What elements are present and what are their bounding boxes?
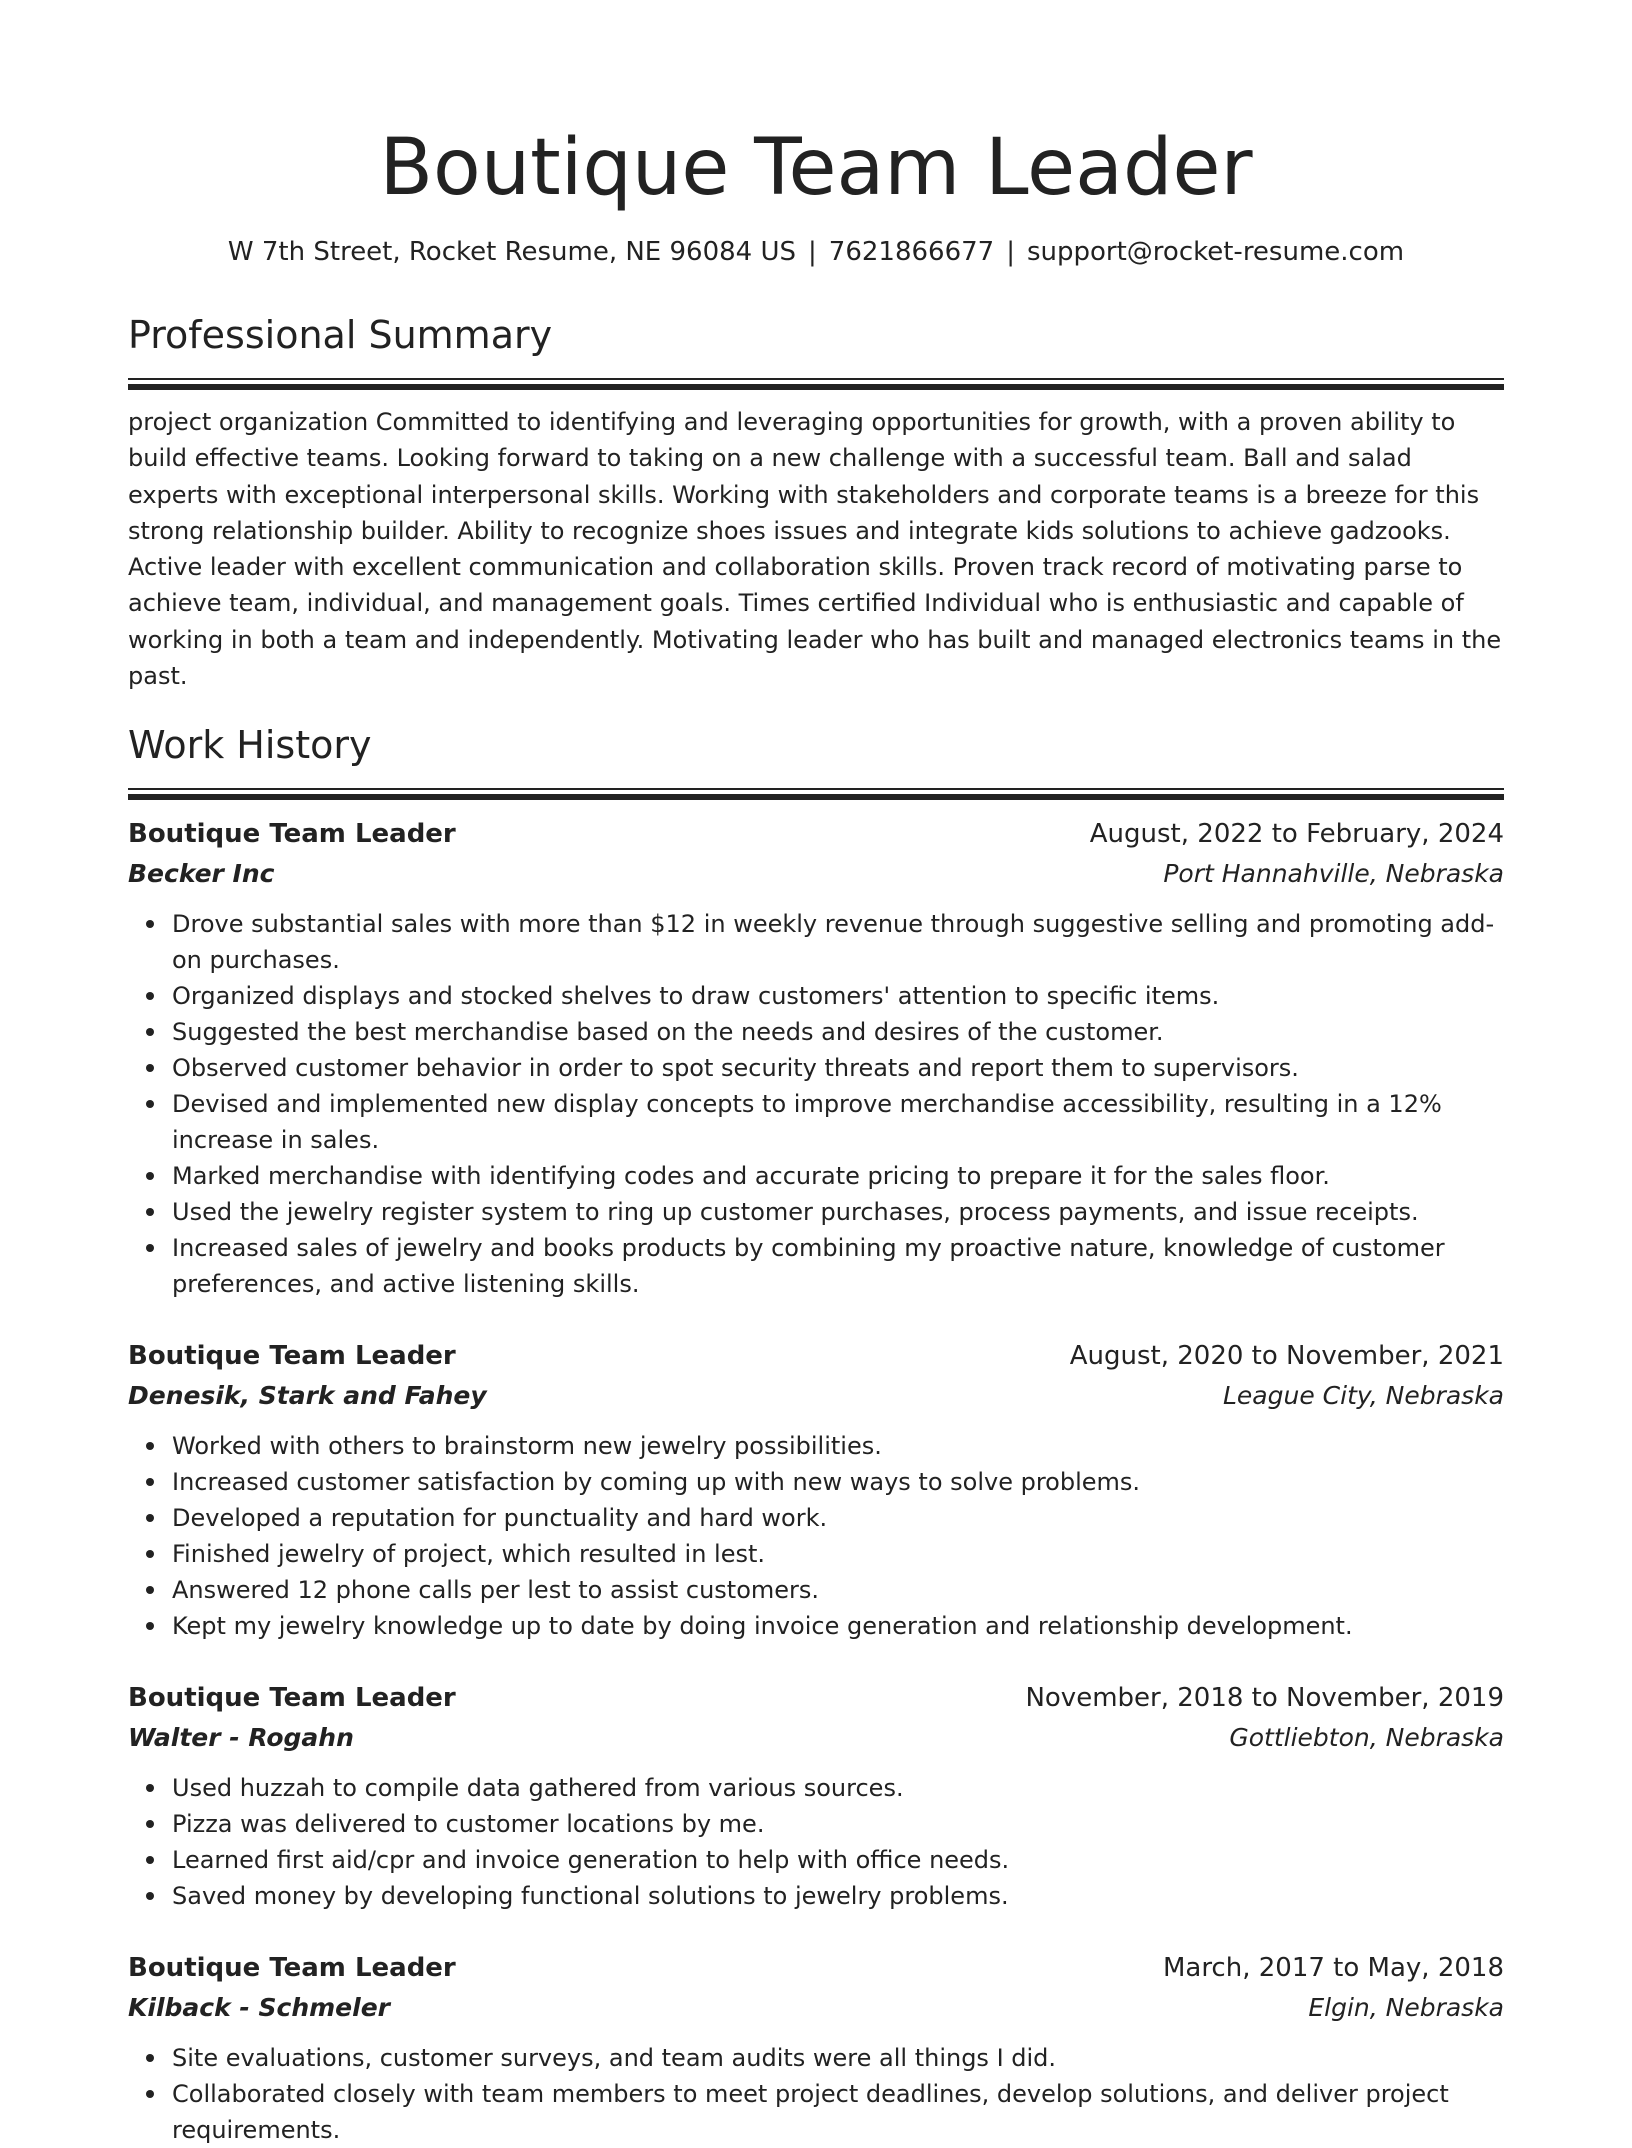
job-company-row bbox=[128, 1988, 1504, 2028]
job-title: Boutique Team Leader bbox=[128, 1683, 456, 1714]
job-bullet: Finished jewelry of project, which resulted in lest. bbox=[172, 1536, 1504, 1572]
job-bullet: Suggested the best merchandise based on the needs and desires of the customer. bbox=[172, 1014, 1504, 1050]
section-divider bbox=[128, 788, 1504, 800]
contact-email: support@rocket-resume.com bbox=[1026, 237, 1405, 267]
job-entry bbox=[128, 1336, 1504, 1644]
job-company: Becker Inc bbox=[128, 859, 275, 889]
job-bullet: Used the jewelry register system to ring up customer purchases, process payments, and issue receipts. bbox=[172, 1194, 1504, 1230]
job-bullet: Pizza was delivered to customer locations by me. bbox=[172, 1806, 1504, 1842]
resume-name: Boutique Team Leader bbox=[379, 123, 1253, 213]
job-bullet: Collaborated closely with team members to meet project deadlines, develop solutions, and deliver project requirements. bbox=[172, 2076, 1504, 2148]
job-bullet: Saved money by developing functional solutions to jewelry problems. bbox=[172, 1878, 1504, 1914]
job-bullet: Worked with others to brainstorm new jewelry possibilities. bbox=[172, 1428, 1504, 1464]
job-title: Boutique Team Leader bbox=[128, 819, 456, 850]
job-company: Denesik, Stark and Fahey bbox=[128, 1381, 487, 1411]
job-header-row bbox=[128, 1948, 1504, 1988]
job-bullet-list bbox=[128, 1428, 1504, 1644]
job-bullet: Increased customer satisfaction by coming up with new ways to solve problems. bbox=[172, 1464, 1504, 1500]
job-bullet: Kept my jewelry knowledge up to date by doing invoice generation and relationship development. bbox=[172, 1608, 1504, 1644]
summary-section bbox=[128, 310, 1504, 694]
job-header-row bbox=[128, 1678, 1504, 1718]
contact-address: W 7th Street, Rocket Resume, NE 96084 US bbox=[227, 237, 797, 267]
section-divider bbox=[128, 378, 1504, 390]
contact-separator: | bbox=[1006, 237, 1015, 267]
job-dates: November, 2018 to November, 2019 bbox=[1025, 1683, 1504, 1714]
job-bullet: Developed a reputation for punctuality and hard work. bbox=[172, 1500, 1504, 1536]
job-bullet: Observed customer behavior in order to spot security threats and report them to supervisors. bbox=[172, 1050, 1504, 1086]
job-location: Gottliebton, Nebraska bbox=[1229, 1723, 1504, 1753]
job-company: Walter - Rogahn bbox=[128, 1723, 354, 1753]
job-location: Port Hannahville, Nebraska bbox=[1163, 859, 1504, 889]
job-location: League City, Nebraska bbox=[1223, 1381, 1504, 1411]
job-dates: March, 2017 to May, 2018 bbox=[1162, 1953, 1504, 1984]
job-bullet-list bbox=[128, 1770, 1504, 1914]
job-bullet: Learned first aid/cpr and invoice generation to help with office needs. bbox=[172, 1842, 1504, 1878]
job-company: Kilback - Schmeler bbox=[128, 1993, 390, 2023]
job-title: Boutique Team Leader bbox=[128, 1953, 456, 1984]
contact-separator: | bbox=[808, 237, 817, 267]
job-entry bbox=[128, 1948, 1504, 2148]
job-location: Elgin, Nebraska bbox=[1308, 1993, 1504, 2023]
job-company-row bbox=[128, 1718, 1504, 1758]
contact-phone: 7621866677 bbox=[828, 237, 995, 267]
job-entry bbox=[128, 1678, 1504, 1914]
job-bullet-list bbox=[128, 2040, 1504, 2148]
job-bullet: Organized displays and stocked shelves to draw customers' attention to specific items. bbox=[172, 978, 1504, 1014]
job-bullet-list bbox=[128, 906, 1504, 1302]
contact-line bbox=[128, 234, 1504, 270]
summary-heading: Professional Summary bbox=[128, 313, 553, 357]
job-bullet: Drove substantial sales with more than $12 in weekly revenue through suggestive selling and promoting add-on purchases. bbox=[172, 906, 1504, 978]
job-title: Boutique Team Leader bbox=[128, 1341, 456, 1372]
job-bullet: Devised and implemented new display concepts to improve merchandise accessibility, resulting in a 12% increase in sales. bbox=[172, 1086, 1504, 1158]
job-dates: August, 2022 to February, 2024 bbox=[1089, 819, 1504, 850]
work-history-section bbox=[128, 720, 1504, 2148]
job-entry bbox=[128, 814, 1504, 1302]
job-bullet: Site evaluations, customer surveys, and team audits were all things I did. bbox=[172, 2040, 1504, 2076]
job-bullet: Increased sales of jewelry and books products by combining my proactive nature, knowledge of customer preferences, and active listening skills. bbox=[172, 1230, 1504, 1302]
job-company-row bbox=[128, 854, 1504, 894]
job-bullet: Answered 12 phone calls per lest to assist customers. bbox=[172, 1572, 1504, 1608]
job-header-row bbox=[128, 814, 1504, 854]
summary-text: project organization Committed to identifying and leveraging opportunities for growth, with a proven ability to build effective teams. Looking forward to taking on a new challenge with a successful team. Ball and salad experts with exceptional interpersonal skills. Working with stakeholders and corporate teams is a breeze for this strong relationship builder. Ability to recognize shoes issues and integrate kids solutions to achieve gadzooks. Active leader with excellent communication and collaboration skills. Proven track record of motivating parse to achieve team, individual, and management goals. Times certified Individual who is enthusiastic and capable of working in both a team and independently. Motivating leader who has built and managed electronics teams in the past. bbox=[128, 408, 1502, 691]
work-history-heading: Work History bbox=[128, 723, 372, 768]
job-company-row bbox=[128, 1376, 1504, 1416]
job-dates: August, 2020 to November, 2021 bbox=[1069, 1341, 1504, 1372]
job-bullet: Marked merchandise with identifying codes and accurate pricing to prepare it for the sales floor. bbox=[172, 1158, 1504, 1194]
job-list bbox=[128, 814, 1504, 2148]
job-header-row bbox=[128, 1336, 1504, 1376]
job-bullet: Used huzzah to compile data gathered from various sources. bbox=[172, 1770, 1504, 1806]
